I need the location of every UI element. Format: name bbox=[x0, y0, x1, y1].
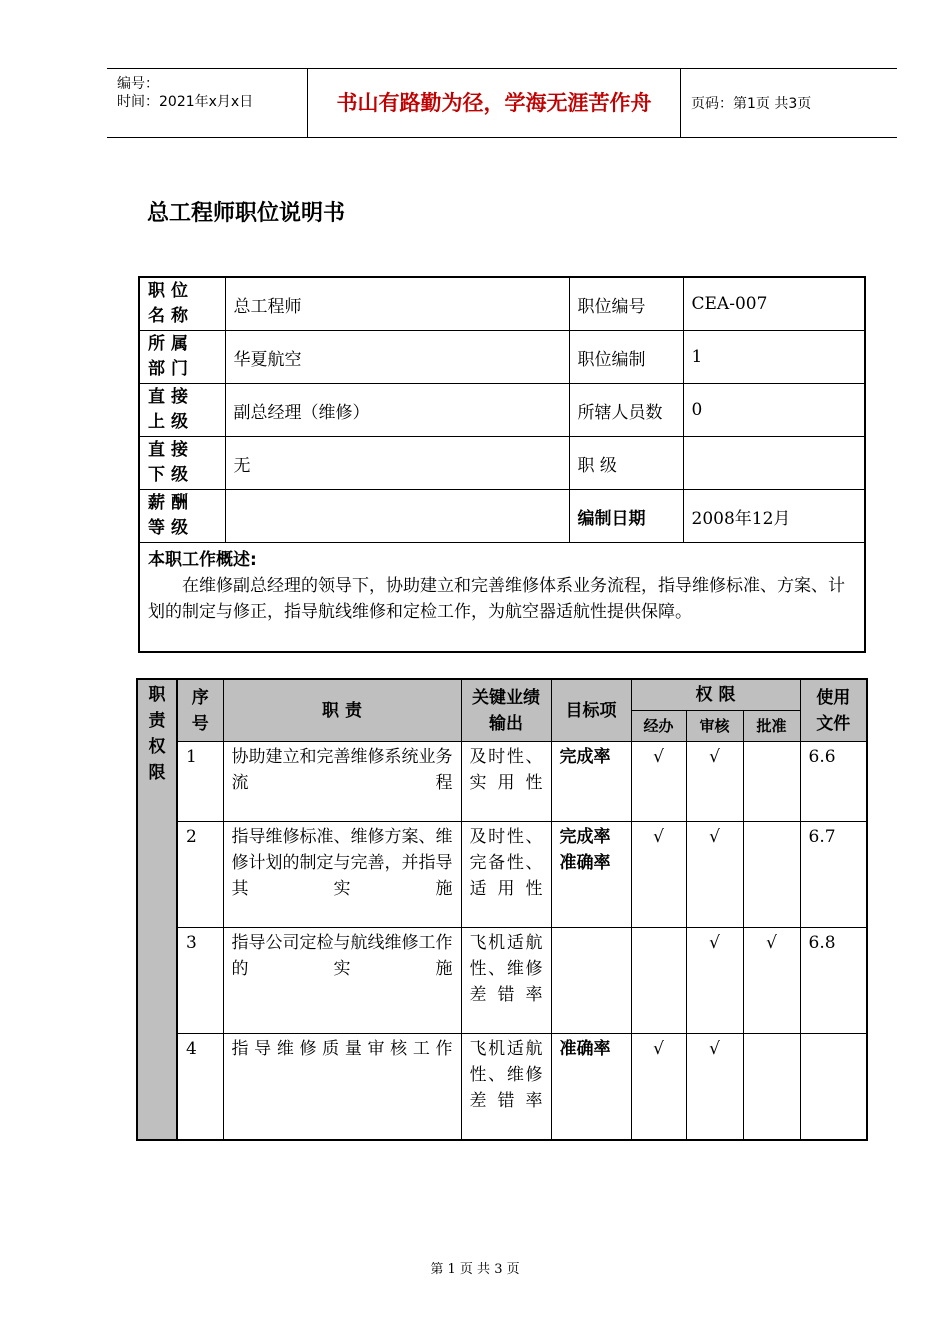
handle-header: 经办 bbox=[631, 711, 686, 742]
subordinate-value: 无 bbox=[225, 437, 569, 490]
row-seq: 4 bbox=[177, 1034, 223, 1140]
row-output: 及时性、实用性 bbox=[461, 742, 551, 822]
row-duty: 指导公司定检与航线维修工作的实施 bbox=[223, 928, 461, 1034]
doc-number-label: 编号： bbox=[117, 76, 159, 92]
table-row bbox=[139, 437, 865, 490]
row-target: 完成率 bbox=[551, 742, 631, 822]
table-row bbox=[139, 331, 865, 384]
row-review-check: √ bbox=[686, 742, 743, 822]
summary-text: 在维修副总经理的领导下，协助建立和完善维修体系业务流程，指导维修标准、方案、计划的制定与修正，指导航线维修和定检工作，为航空器适航性提供保障。 bbox=[148, 576, 845, 622]
output-header: 关键业绩输出 bbox=[461, 679, 551, 742]
table-row bbox=[137, 928, 867, 1034]
position-name-label: 职位名称 bbox=[139, 277, 225, 331]
row-approve-check bbox=[743, 822, 800, 928]
row-handle-check: √ bbox=[631, 742, 686, 822]
date-label: 编制日期 bbox=[569, 490, 683, 543]
table-row bbox=[139, 543, 865, 653]
subordinate-label: 直接下级 bbox=[139, 437, 225, 490]
row-seq: 3 bbox=[177, 928, 223, 1034]
authority-header: 权 限 bbox=[631, 679, 800, 711]
target-header: 目标项 bbox=[551, 679, 631, 742]
row-doc: 6.6 bbox=[800, 742, 867, 822]
summary-cell bbox=[139, 543, 865, 653]
page-title: 总工程师职位说明书 bbox=[147, 201, 346, 226]
headcount-value: 1 bbox=[683, 331, 865, 384]
row-output: 飞机适航性、维修差错率 bbox=[461, 928, 551, 1034]
row-doc: 6.7 bbox=[800, 822, 867, 928]
row-review-check: √ bbox=[686, 928, 743, 1034]
table-header-row bbox=[137, 679, 867, 711]
date-value: 2008年12月 bbox=[683, 490, 865, 543]
grade-label: 职 级 bbox=[569, 437, 683, 490]
doc-time-label: 时间：2021年x月x日 bbox=[117, 94, 254, 110]
row-target bbox=[551, 928, 631, 1034]
subordinates-count-value: 0 bbox=[683, 384, 865, 437]
salary-value bbox=[225, 490, 569, 543]
row-handle-check: √ bbox=[631, 1034, 686, 1140]
seq-header: 序号 bbox=[177, 679, 223, 742]
duty-side-label: 职责权限 bbox=[137, 679, 177, 1140]
row-handle-check: √ bbox=[631, 822, 686, 928]
row-review-check: √ bbox=[686, 822, 743, 928]
position-code-label: 职位编号 bbox=[569, 277, 683, 331]
row-doc: 6.8 bbox=[800, 928, 867, 1034]
review-header: 审核 bbox=[686, 711, 743, 742]
header-meta bbox=[107, 69, 308, 137]
table-row bbox=[139, 277, 865, 331]
department-value: 华夏航空 bbox=[225, 331, 569, 384]
page-header bbox=[107, 68, 897, 138]
row-duty: 指导维修质量审核工作 bbox=[223, 1034, 461, 1140]
row-seq: 2 bbox=[177, 822, 223, 928]
row-review-check: √ bbox=[686, 1034, 743, 1140]
doc-header: 使用文件 bbox=[800, 679, 867, 742]
position-info-table bbox=[138, 276, 866, 653]
table-row bbox=[139, 384, 865, 437]
row-target: 准确率 bbox=[551, 1034, 631, 1140]
duty-table bbox=[136, 678, 868, 1141]
position-name-value: 总工程师 bbox=[225, 277, 569, 331]
approve-header: 批准 bbox=[743, 711, 800, 742]
row-approve-check: √ bbox=[743, 928, 800, 1034]
row-output: 及时性、完备性、适用性 bbox=[461, 822, 551, 928]
row-approve-check bbox=[743, 742, 800, 822]
row-handle-check bbox=[631, 928, 686, 1034]
row-doc bbox=[800, 1034, 867, 1140]
page-footer: 第 1 页 共 3 页 bbox=[430, 1262, 520, 1277]
position-code-value: CEA-007 bbox=[683, 277, 865, 331]
salary-label: 薪酬等级 bbox=[139, 490, 225, 543]
table-row bbox=[139, 490, 865, 543]
header-page-info: 页码：第1页 共3页 bbox=[691, 96, 812, 112]
row-seq: 1 bbox=[177, 742, 223, 822]
summary-label: 本职工作概述: bbox=[148, 550, 257, 570]
superior-label: 直接上级 bbox=[139, 384, 225, 437]
department-label: 所属部门 bbox=[139, 331, 225, 384]
row-target: 完成率准确率 bbox=[551, 822, 631, 928]
table-row bbox=[137, 822, 867, 928]
table-row bbox=[137, 1034, 867, 1140]
table-row bbox=[137, 742, 867, 822]
duty-header: 职 责 bbox=[223, 679, 461, 742]
grade-value bbox=[683, 437, 865, 490]
row-output: 飞机适航性、维修差错率 bbox=[461, 1034, 551, 1140]
superior-value: 副总经理（维修） bbox=[225, 384, 569, 437]
row-duty: 协助建立和完善维修系统业务流程 bbox=[223, 742, 461, 822]
subordinates-count-label: 所辖人员数 bbox=[569, 384, 683, 437]
row-duty: 指导维修标准、维修方案、维修计划的制定与完善，并指导其实施 bbox=[223, 822, 461, 928]
header-motto: 书山有路勤为径，学海无涯苦作舟 bbox=[308, 69, 681, 137]
row-approve-check bbox=[743, 1034, 800, 1140]
headcount-label: 职位编制 bbox=[569, 331, 683, 384]
